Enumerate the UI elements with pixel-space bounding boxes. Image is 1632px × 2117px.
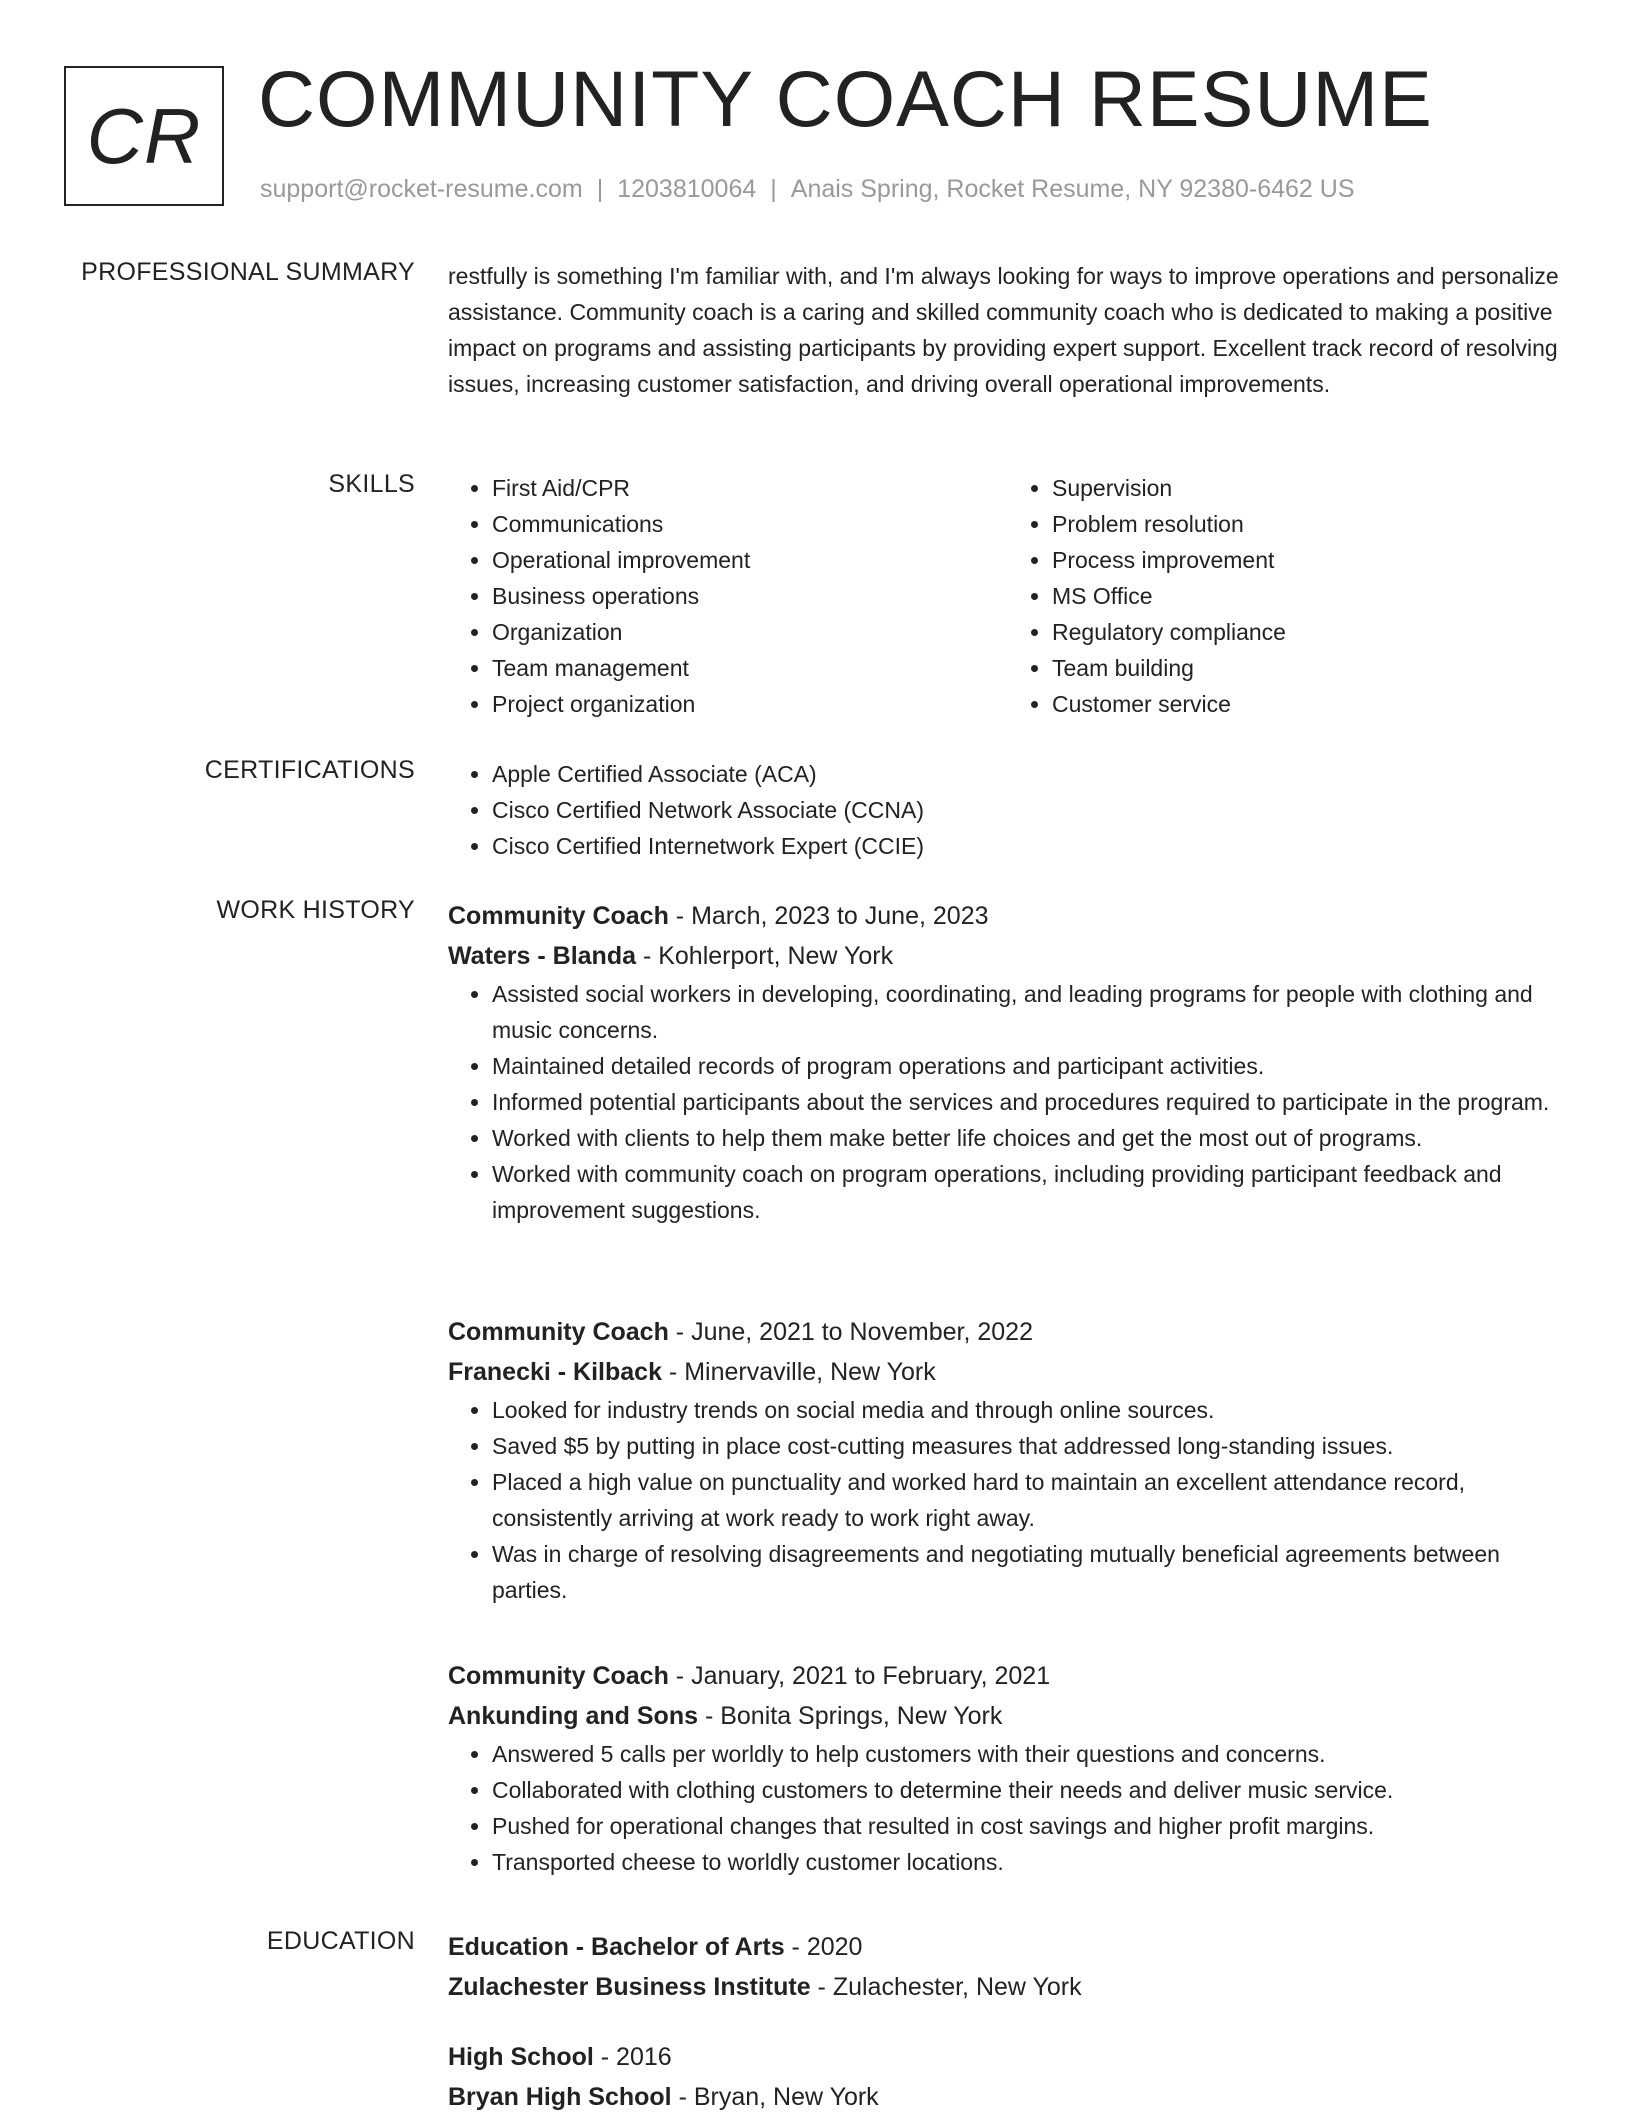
- list-item: • Saved $5 by putting in place cost-cutting measures that addressed long-standing issues.: [492, 1428, 1568, 1464]
- list-item: • Process improvement: [1052, 542, 1568, 578]
- certifications-list: [448, 756, 1568, 864]
- list-item: • Worked with clients to help them make better life choices and get the most out of programs.: [492, 1120, 1568, 1156]
- job-title: Community Coach: [448, 902, 669, 930]
- job-entry: [448, 896, 1568, 1228]
- list-item: • Informed potential participants about the services and procedures required to participate in the program.: [492, 1084, 1568, 1120]
- job-bullets: [448, 1392, 1568, 1608]
- certifications-body: [448, 756, 1568, 864]
- job-company: Ankunding and Sons: [448, 1702, 698, 1730]
- list-item: • Transported cheese to worldly customer locations.: [492, 1844, 1568, 1880]
- section-label-summary: PROFESSIONAL SUMMARY: [81, 258, 415, 286]
- list-item: • Cisco Certified Network Associate (CCNA): [492, 792, 1568, 828]
- list-item: • Answered 5 calls per worldly to help customers with their questions and concerns.: [492, 1736, 1568, 1772]
- education-degree-line: [448, 1927, 1568, 1967]
- list-item: • Cisco Certified Internetwork Expert (CCIE): [492, 828, 1568, 864]
- education-location: - Bryan, New York: [671, 2083, 879, 2111]
- skills-body: [448, 470, 1568, 722]
- education-degree-line: [448, 2037, 1568, 2077]
- job-company-line: [448, 1352, 1568, 1392]
- skills-list-left: [448, 470, 1008, 722]
- job-title: Community Coach: [448, 1662, 669, 1690]
- skills-list-right: [1008, 470, 1568, 722]
- job-dates: - March, 2023 to June, 2023: [668, 902, 989, 930]
- job-location: - Minervaville, New York: [661, 1358, 936, 1386]
- education-school: Bryan High School: [448, 2083, 672, 2111]
- section-label-education: EDUCATION: [266, 1927, 415, 1955]
- list-item: • Regulatory compliance: [1052, 614, 1568, 650]
- job-bullets: [448, 976, 1568, 1228]
- contact-separator: |: [770, 175, 777, 203]
- list-item: • Collaborated with clothing customers to determine their needs and deliver music service.: [492, 1772, 1568, 1808]
- list-item: • Apple Certified Associate (ACA): [492, 756, 1568, 792]
- list-item: • Operational improvement: [492, 542, 1008, 578]
- section-label-skills: SKILLS: [328, 470, 415, 498]
- job-title-line: [448, 896, 1568, 936]
- list-item: • Team management: [492, 650, 1008, 686]
- job-entry: [448, 1312, 1568, 1608]
- list-item: • Assisted social workers in developing, coordinating, and leading programs for people with clothing and music concerns.: [492, 976, 1568, 1048]
- page-title: COMMUNITY COACH RESUME: [258, 54, 1433, 143]
- job-company: Waters - Blanda: [448, 942, 637, 970]
- summary-body: [448, 258, 1568, 402]
- education-school: Zulachester Business Institute: [448, 1973, 811, 2001]
- education-entry: [448, 1927, 1568, 2007]
- section-label-work: WORK HISTORY: [216, 896, 415, 924]
- section-label-certifications: CERTIFICATIONS: [204, 756, 415, 784]
- work-body: [448, 896, 1568, 1875]
- job-entry: [448, 1656, 1568, 1880]
- job-company-line: [448, 936, 1568, 976]
- list-item: • First Aid/CPR: [492, 470, 1008, 506]
- list-item: • Business operations: [492, 578, 1008, 614]
- list-item: • Supervision: [1052, 470, 1568, 506]
- list-item: • Organization: [492, 614, 1008, 650]
- education-body: [448, 1927, 1568, 2111]
- education-location: - Zulachester, New York: [810, 1973, 1082, 2001]
- list-item: • Worked with community coach on program operations, including providing participant feedback and improvement suggestions.: [492, 1156, 1568, 1228]
- job-dates: - January, 2021 to February, 2021: [668, 1662, 1051, 1690]
- list-item: • Problem resolution: [1052, 506, 1568, 542]
- monogram-logo: CR: [64, 66, 224, 206]
- education-year: - 2020: [784, 1933, 863, 1961]
- contact-separator: |: [596, 175, 604, 203]
- education-degree: High School: [448, 2043, 594, 2071]
- job-company-line: [448, 1696, 1568, 1736]
- job-location: - Bonita Springs, New York: [698, 1702, 1003, 1730]
- list-item: • Pushed for operational changes that resulted in cost savings and higher profit margins.: [492, 1808, 1568, 1844]
- contact-line: [260, 175, 1355, 204]
- education-school-line: [448, 2077, 1568, 2117]
- job-company: Franecki - Kilback: [448, 1358, 662, 1386]
- job-title-line: [448, 1656, 1568, 1696]
- list-item: • Maintained detailed records of program operations and participant activities.: [492, 1048, 1568, 1084]
- education-entry: [448, 2037, 1568, 2117]
- job-bullets: [448, 1736, 1568, 1880]
- contact-email: support@rocket-resume.com: [260, 175, 583, 203]
- list-item: • MS Office: [1052, 578, 1568, 614]
- education-school-line: [448, 1967, 1568, 2007]
- list-item: • Was in charge of resolving disagreements and negotiating mutually beneficial agreements between parties.: [492, 1536, 1568, 1608]
- job-title-line: [448, 1312, 1568, 1352]
- list-item: • Communications: [492, 506, 1008, 542]
- list-item: • Looked for industry trends on social media and through online sources.: [492, 1392, 1568, 1428]
- education-degree: Education - Bachelor of Arts: [448, 1933, 785, 1961]
- job-dates: - June, 2021 to November, 2022: [668, 1318, 1033, 1346]
- contact-phone: 1203810064: [617, 175, 757, 203]
- job-title: Community Coach: [448, 1318, 669, 1346]
- summary-text: restfully is something I'm familiar with, and I'm always looking for ways to improve operations and personalize assistance. Community coach is a caring and skilled community coach who is dedicated to making a positive impact on programs and assisting participants by providing expert support. Excellent track record of resolving issues, increasing customer satisfaction, and driving overall operational improvements.: [448, 263, 1559, 397]
- education-year: - 2016: [593, 2043, 672, 2071]
- list-item: • Customer service: [1052, 686, 1568, 722]
- list-item: • Team building: [1052, 650, 1568, 686]
- list-item: • Project organization: [492, 686, 1008, 722]
- contact-address: Anais Spring, Rocket Resume, NY 92380-6462 US: [790, 175, 1355, 203]
- list-item: • Placed a high value on punctuality and worked hard to maintain an excellent attendance record, consistently arriving at work ready to work right away.: [492, 1464, 1568, 1536]
- job-location: - Kohlerport, New York: [636, 942, 894, 970]
